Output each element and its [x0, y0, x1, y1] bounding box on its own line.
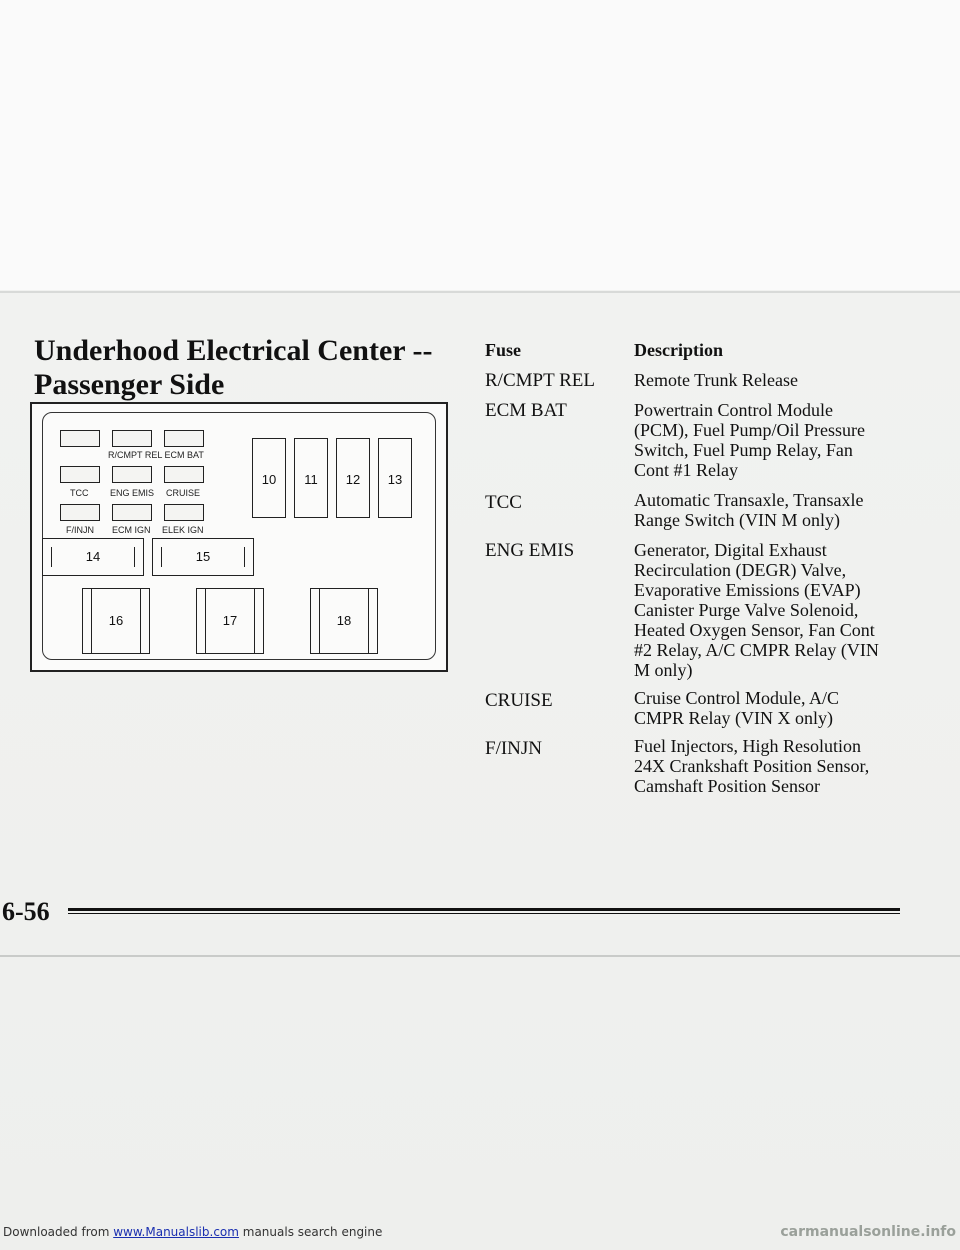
description-column-header: Description	[634, 340, 723, 360]
mini-fuse-slot	[112, 430, 152, 447]
bottom-rule-thin	[68, 913, 900, 914]
fuse-name: R/CMPT REL	[485, 370, 595, 391]
row1-label: R/CMPT REL ECM BAT	[108, 450, 204, 460]
top-divider	[0, 291, 960, 293]
fuse-name: CRUISE	[485, 690, 553, 711]
footer-suffix: manuals search engine	[238, 1225, 383, 1239]
manualslib-link[interactable]: www.Manualslib.com	[113, 1225, 239, 1239]
fuse-14	[42, 538, 144, 576]
label-tcc: TCC	[70, 488, 89, 498]
fuse-17	[196, 588, 264, 654]
fuse-description: Cruise Control Module, A/C CMPR Relay (VIN X only)	[634, 688, 840, 728]
mini-fuse-slot	[164, 466, 204, 483]
fuse-16-label: 16	[108, 613, 124, 628]
lower-divider	[0, 955, 960, 957]
top-margin	[0, 0, 960, 290]
label-finjn: F/INJN	[66, 525, 94, 535]
fuse-description: Automatic Transaxle, Transaxle Range Switch (VIN M only)	[634, 490, 864, 530]
fuse-name: TCC	[485, 492, 522, 513]
watermark: carmanualsonline.info	[780, 1224, 956, 1240]
fuse-13: 13	[378, 438, 412, 518]
fuse-column-header: Fuse	[485, 340, 521, 360]
fuse-18	[310, 588, 378, 654]
page-number: 6-56	[2, 897, 50, 926]
fuse-description: Powertrain Control Module (PCM), Fuel Pump/Oil Pressure Switch, Fuel Pump Relay, Fan Cont #1 Relay	[634, 400, 866, 480]
fuse-description: Fuel Injectors, High Resolution 24X Crankshaft Position Sensor, Camshaft Position Sensor	[634, 736, 870, 796]
mini-fuse-slot	[60, 466, 100, 483]
fuse-15-label: 15	[195, 549, 211, 564]
fuse-17-label: 17	[222, 613, 238, 628]
fuse-14-label: 14	[85, 549, 101, 564]
label-cruise: CRUISE	[166, 488, 201, 498]
mini-fuse-slot	[112, 466, 152, 483]
mini-fuse-slot	[164, 504, 204, 521]
footer-prefix: Downloaded from	[3, 1225, 114, 1239]
mini-fuse-slot	[164, 430, 204, 447]
label-ecm-ign: ECM IGN	[112, 525, 151, 535]
label-eng-emis: ENG EMIS	[110, 488, 155, 498]
mini-fuse-slot	[60, 430, 100, 447]
label-elek-ign: ELEK IGN	[162, 525, 204, 535]
fuse-15	[152, 538, 254, 576]
fuse-11: 11	[294, 438, 328, 518]
bottom-rule	[68, 908, 900, 911]
mini-fuse-slot	[60, 504, 100, 521]
fuse-10: 10	[252, 438, 286, 518]
fuse-name: ECM BAT	[485, 400, 567, 421]
fuse-16	[82, 588, 150, 654]
page-title: Underhood Electrical Center -- Passenger Side	[34, 334, 433, 401]
fuse-block-diagram	[30, 402, 448, 672]
fuse-description: Generator, Digital Exhaust Recirculation (DEGR) Valve, Evaporative Emissions (EVAP) Canister Purge Valve Solenoid, Heated Oxygen Sensor, Fan Cont #2 Relay, A/C CMPR Relay (VIN M only)	[634, 540, 879, 680]
mini-fuse-slot	[112, 504, 152, 521]
fuse-name: F/INJN	[485, 738, 543, 759]
fuse-12: 12	[336, 438, 370, 518]
fuse-18-label: 18	[336, 613, 352, 628]
fuse-name: ENG EMIS	[485, 540, 575, 561]
fuse-description: Remote Trunk Release	[634, 370, 798, 390]
